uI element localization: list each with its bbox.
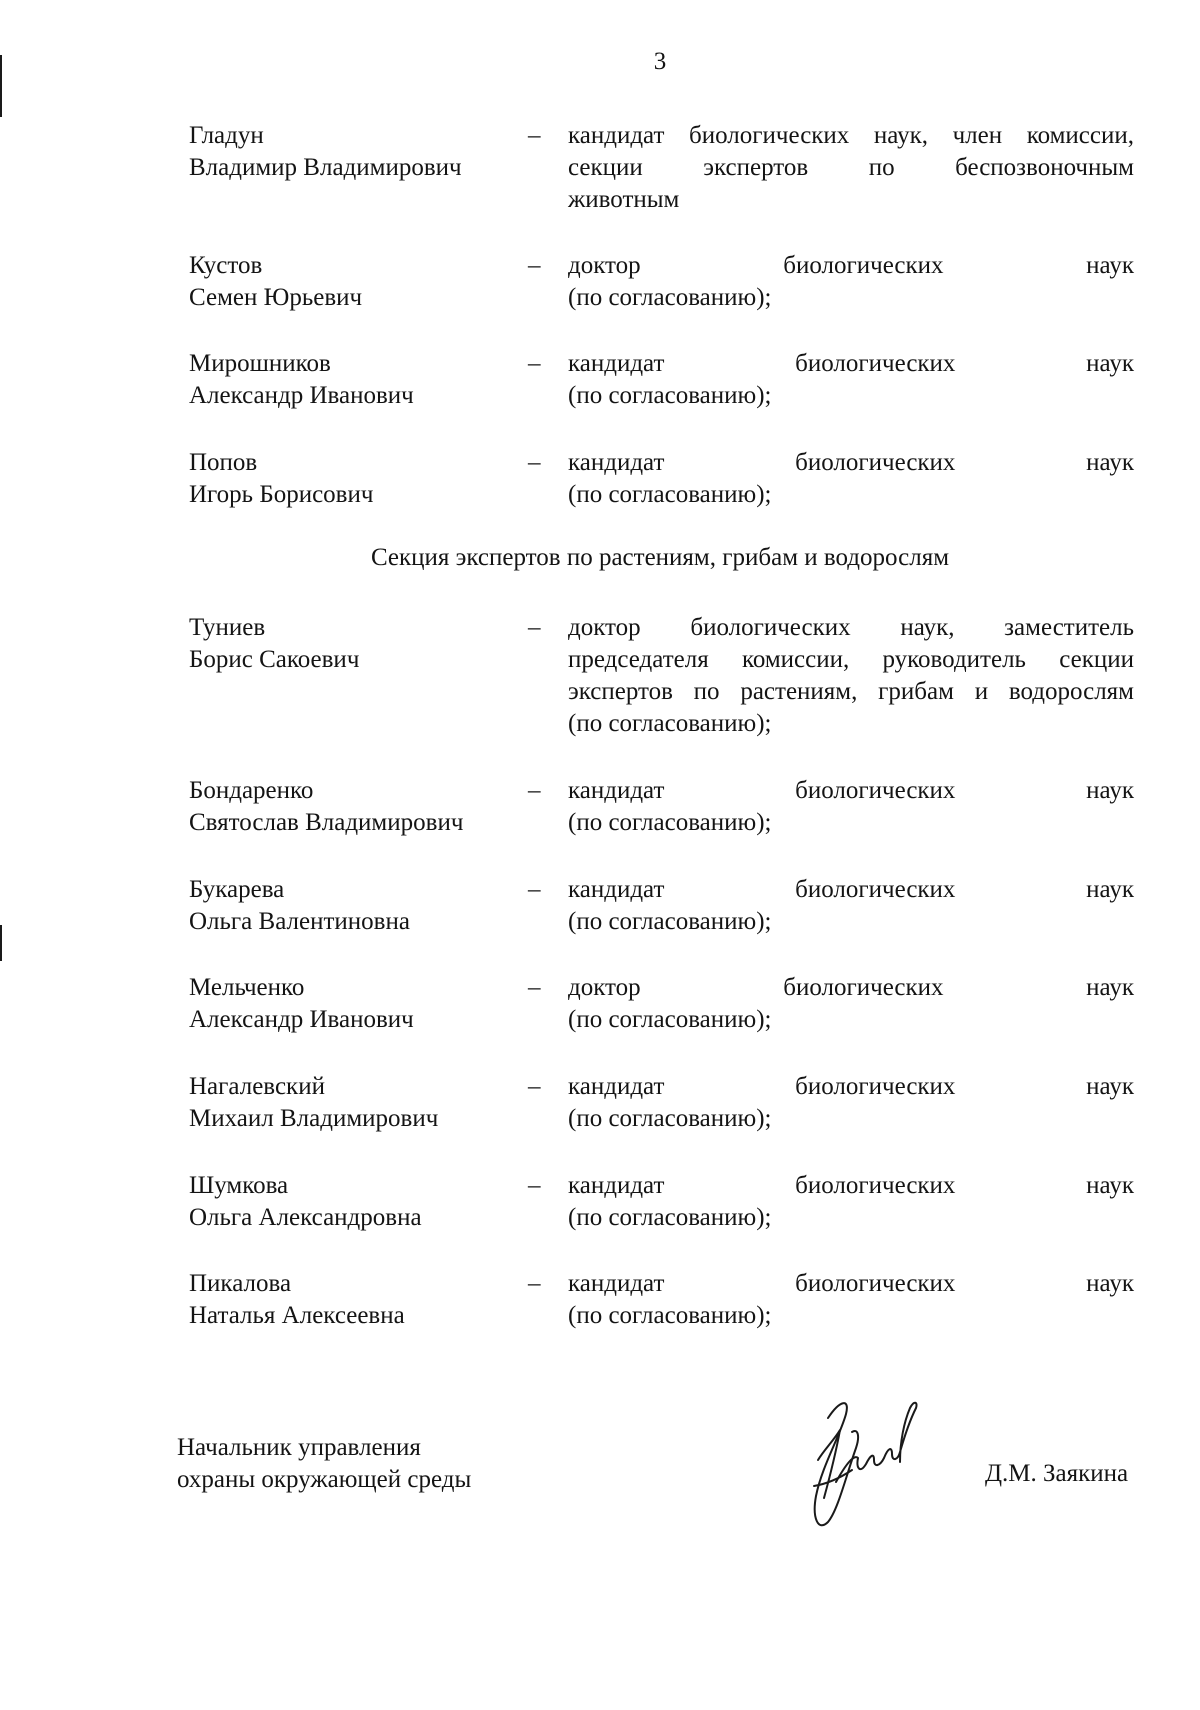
member-given-names: Александр Иванович — [189, 382, 414, 409]
member-surname: Гладун — [189, 122, 264, 149]
description-line: кандидат биологических наук — [568, 777, 1134, 804]
member-surname: Туниев — [189, 614, 266, 641]
member-description — [568, 1268, 1134, 1332]
dash-separator: – — [528, 974, 541, 1001]
member-given-names: Семен Юрьевич — [189, 284, 363, 311]
description-line: (по согласованию); — [568, 1006, 772, 1033]
description-line: (по согласованию); — [568, 1204, 772, 1231]
description-line: секции экспертов по беспозвоночным — [568, 154, 1134, 181]
dash-separator: – — [528, 122, 541, 149]
member-description — [568, 1071, 1134, 1135]
dash-separator: – — [528, 252, 541, 279]
description-line: кандидат биологических наук — [568, 1270, 1134, 1297]
member-surname: Пикалова — [189, 1270, 292, 1297]
description-line: (по согласованию); — [568, 284, 772, 311]
member-surname: Кустов — [189, 252, 263, 279]
description-line: кандидат биологических наук — [568, 1073, 1134, 1100]
dash-separator: – — [528, 350, 541, 377]
description-line: (по согласованию); — [568, 809, 772, 836]
description-line: (по согласованию); — [568, 382, 772, 409]
member-given-names: Михаил Владимирович — [189, 1105, 439, 1132]
member-description — [568, 447, 1134, 511]
description-line: (по согласованию); — [568, 908, 772, 935]
description-line: доктор биологических наук — [568, 252, 1134, 279]
signatory-position — [177, 1432, 471, 1496]
section-heading: Секция экспертов по растениям, грибам и водорослям — [370, 544, 950, 571]
description-line: (по согласованию); — [568, 710, 772, 737]
member-surname: Бондаренко — [189, 777, 314, 804]
member-name — [189, 120, 529, 184]
member-given-names: Борис Сакоевич — [189, 646, 360, 673]
member-given-names: Игорь Борисович — [189, 481, 374, 508]
member-surname: Попов — [189, 449, 258, 476]
description-line: доктор биологических наук — [568, 974, 1134, 1001]
member-description — [568, 775, 1134, 839]
member-given-names: Александр Иванович — [189, 1006, 414, 1033]
member-name — [189, 972, 529, 1036]
member-name — [189, 775, 529, 839]
member-description — [568, 120, 1134, 216]
position-line: охраны окружающей среды — [177, 1466, 472, 1493]
member-given-names: Ольга Александровна — [189, 1204, 422, 1231]
page-number: 3 — [653, 48, 667, 75]
dash-separator: – — [528, 1270, 541, 1297]
member-description — [568, 250, 1134, 314]
description-line: экспертов по растениям, грибам и водорослям — [568, 678, 1134, 705]
member-surname: Нагалевский — [189, 1073, 325, 1100]
description-line: кандидат биологических наук — [568, 1172, 1134, 1199]
dash-separator: – — [528, 876, 541, 903]
handwritten-signature-icon — [800, 1390, 925, 1540]
member-surname: Букарева — [189, 876, 285, 903]
description-line: животным — [568, 186, 680, 213]
dash-separator: – — [528, 777, 541, 804]
description-line: председателя комиссии, руководитель секции — [568, 646, 1134, 673]
member-surname: Шумкова — [189, 1172, 289, 1199]
dash-separator: – — [528, 614, 541, 641]
member-description — [568, 972, 1134, 1036]
member-surname: Мирошников — [189, 350, 331, 377]
member-surname: Мельченко — [189, 974, 305, 1001]
description-line: (по согласованию); — [568, 481, 772, 508]
member-description — [568, 348, 1134, 412]
left-binding-mark — [0, 925, 2, 961]
member-description — [568, 1170, 1134, 1234]
dash-separator: – — [528, 1172, 541, 1199]
member-name — [189, 1268, 529, 1332]
member-name — [189, 1071, 529, 1135]
description-line: доктор биологических наук, заместитель — [568, 614, 1134, 641]
description-line: кандидат биологических наук — [568, 350, 1134, 377]
description-line: (по согласованию); — [568, 1105, 772, 1132]
member-description — [568, 612, 1134, 740]
member-given-names: Наталья Алексеевна — [189, 1302, 405, 1329]
member-given-names: Ольга Валентиновна — [189, 908, 410, 935]
dash-separator: – — [528, 1073, 541, 1100]
position-line: Начальник управления — [177, 1434, 421, 1461]
member-given-names: Святослав Владимирович — [189, 809, 464, 836]
member-name — [189, 250, 529, 314]
member-name — [189, 1170, 529, 1234]
member-given-names: Владимир Владимирович — [189, 154, 462, 181]
dash-separator: – — [528, 449, 541, 476]
description-line: кандидат биологических наук — [568, 449, 1134, 476]
member-name — [189, 447, 529, 511]
member-description — [568, 874, 1134, 938]
member-name — [189, 874, 529, 938]
member-name — [189, 348, 529, 412]
signatory-name: Д.М. Заякина — [985, 1460, 1129, 1487]
description-line: кандидат биологических наук — [568, 876, 1134, 903]
description-line: (по согласованию); — [568, 1302, 772, 1329]
description-line: кандидат биологических наук, член комиссии, — [568, 122, 1134, 149]
member-name — [189, 612, 529, 676]
